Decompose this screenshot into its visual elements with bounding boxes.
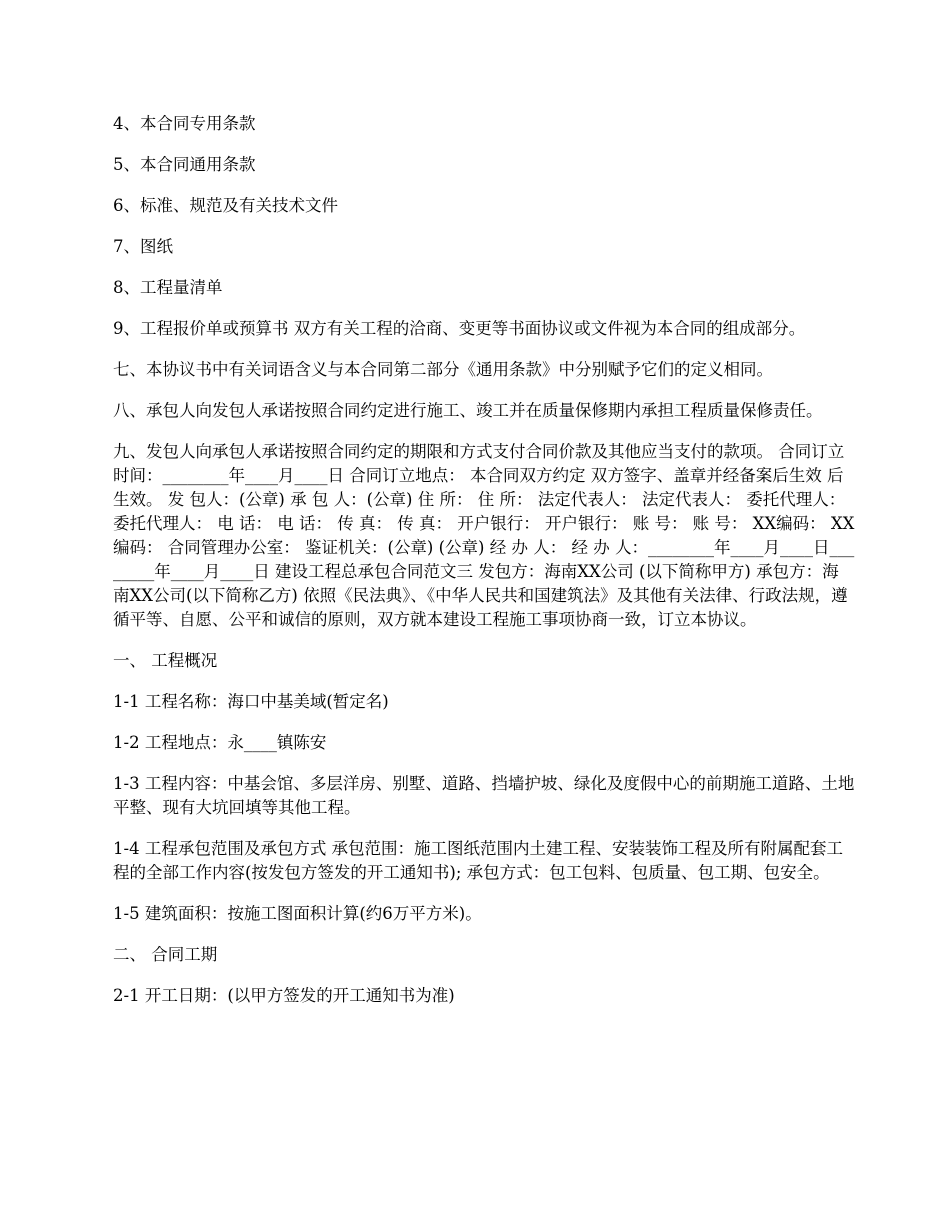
- paragraph-1-5-building-area: 1-5 建筑面积：按施工图面积计算(约6万平方米)。: [113, 904, 482, 923]
- paragraph-item-5: 5、本合同通用条款: [113, 155, 256, 174]
- paragraph-clause-9-and-signatures: 九、发包人向承包人承诺按照合同约定的期限和方式支付合同价款及其他应当支付的款项。 合同订立时间：________年____月____日 合同订立地点： 本合同双方约定 双方签字、盖章并经备案后生效 后生效。 发 包人：(公章) 承 包 人：(公章) 住 所： 住 所： 法定代表人： 法定代表人： 委托代理人： 委托代理人： 电 话： 电 话： 传 真： 传 真： 开户银行： 开户银行： 账 号： 账 号： XX编码： XX编码： 合同管理办公室： 鉴证机关：(公章) (公章) 经 办 人： 经 办 人：________年____月____日________年____月____日 建设工程总承包合同范文三 发包方：海南XX公司 (以下简称甲方) 承包方：海南XX公司(以下简称乙方) 依照《民法典》、《中华人民共和国建筑法》及其他有关法律、行政法规，遵循平等、自愿、公平和诚信的原则，双方就本建设工程施工事项协商一致，订立本协议。: [113, 442, 855, 629]
- paragraph-2-1-start-date: 2-1 开工日期：(以甲方签发的开工通知书为准): [113, 986, 455, 1005]
- paragraph-1-4-contract-scope: 1-4 工程承包范围及承包方式 承包范围：施工图纸范围内土建工程、安装装饰工程及所有附属配套工程的全部工作内容(按发包方签发的开工通知书); 承包方式：包工包料、包质量、包工期、包安全。: [113, 839, 844, 882]
- paragraph-clause-7: 七、本协议书中有关词语含义与本合同第二部分《通用条款》中分别赋予它们的定义相同。: [113, 360, 773, 379]
- paragraph-item-4: 4、本合同专用条款: [113, 114, 256, 133]
- section-heading-contract-period: 二、 合同工期: [113, 945, 218, 964]
- paragraph-1-2-project-location: 1-2 工程地点：永____镇陈安: [113, 733, 327, 752]
- paragraph-1-1-project-name: 1-1 工程名称：海口中基美域(暂定名): [113, 692, 389, 711]
- paragraph-1-3-project-content: 1-3 工程内容：中基会馆、多层洋房、别墅、道路、挡墙护坡、绿化及度假中心的前期施工道路、土地平整、现有大坑回填等其他工程。: [113, 774, 855, 817]
- document-page: [113, 112, 855, 1025]
- paragraph-item-8: 8、工程量清单: [113, 278, 223, 297]
- paragraph-item-7: 7、图纸: [113, 237, 173, 256]
- paragraph-clause-8: 八、承包人向发包人承诺按照合同约定进行施工、竣工并在质量保修期内承担工程质量保修责任。: [113, 401, 823, 420]
- paragraph-item-9: 9、工程报价单或预算书 双方有关工程的洽商、变更等书面协议或文件视为本合同的组成部分。: [113, 319, 806, 338]
- paragraph-item-6: 6、标准、规范及有关技术文件: [113, 196, 338, 215]
- section-heading-project-overview: 一、 工程概况: [113, 651, 218, 670]
